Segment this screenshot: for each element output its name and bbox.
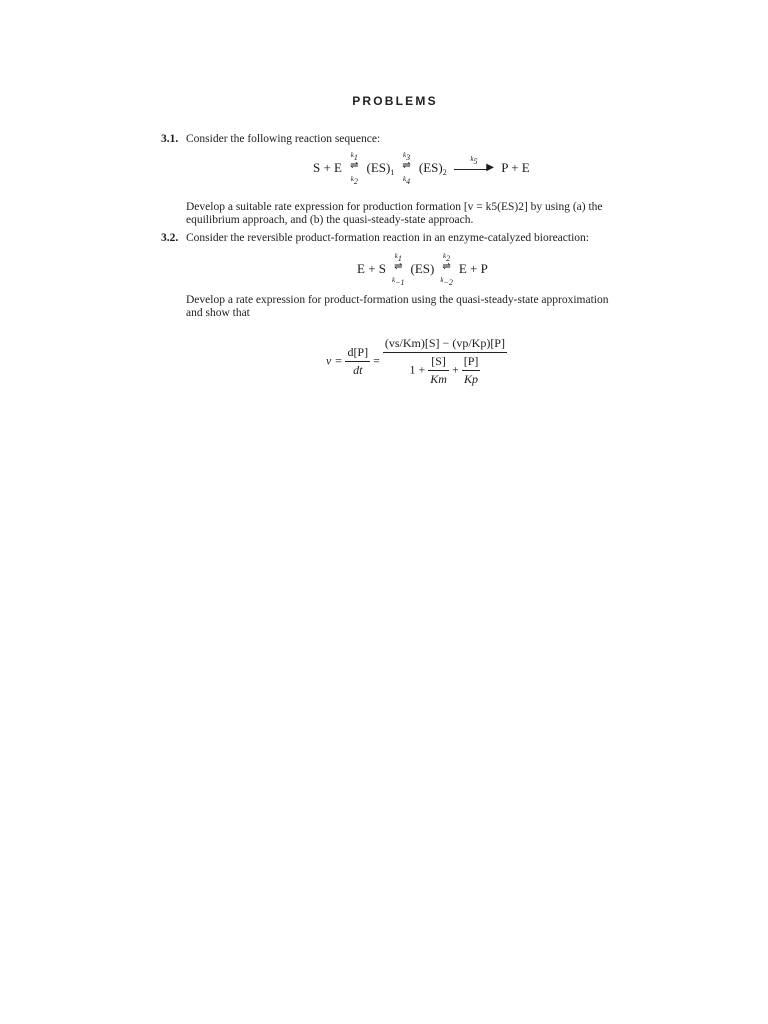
rate-fraction <box>383 336 507 387</box>
rate-numerator: (vs/Km)[S] − (vp/Kp)[P] <box>384 336 505 350</box>
problem-number-3-2: 3.2. <box>161 232 179 244</box>
equilibrium-arrow-3: k1 ⇌ k−1 <box>392 252 405 288</box>
problem-3-1-intro: Consider the following reaction sequence: <box>186 133 381 145</box>
equilibrium-arrow-2: k3 ⇌ k4 <box>402 151 411 187</box>
page-heading: PROBLEMS <box>352 94 438 108</box>
rate-expression-formula <box>326 336 507 387</box>
formula-equals: = <box>373 353 380 368</box>
eq-reactants-2: E + S <box>357 261 387 276</box>
reaction-sequence-equation <box>313 151 530 187</box>
formula-lhs: v = <box>326 353 343 368</box>
eq-complex-2: $(ES)_2$ <box>418 160 447 177</box>
derivative-fraction: $\frac{d[P]}{dt}$ <box>347 345 369 377</box>
forward-arrow: k5 ▶ <box>454 163 494 175</box>
reversible-reaction-equation <box>357 252 488 288</box>
rate-denominator: 1 + $\frac{[S]}{Km}$ + $\frac{[P]}{Kp}$ <box>409 354 479 386</box>
problem-3-2-intro: Consider the reversible product-formation reaction in an enzyme-catalyzed bioreaction: <box>186 232 589 244</box>
problem-number-3-1: 3.1. <box>161 133 179 145</box>
problem-3-1-text-line-1: Develop a suitable rate expression for production formation [v = k5(ES)2] by using (a) the <box>186 201 603 213</box>
eq-complex-1: $(ES)_1$ <box>366 160 395 177</box>
eq-products-2: E + P <box>458 261 488 276</box>
eq-reactants: S + E <box>313 160 343 175</box>
eq-products: P + E <box>501 160 530 175</box>
eq-complex-3: (ES) <box>410 261 435 276</box>
problem-3-2-text-line-1: Develop a rate expression for product-formation using the quasi-steady-state approximation <box>186 294 609 306</box>
problem-3-1-text-line-2: equilibrium approach, and (b) the quasi-steady-state approach. <box>186 214 474 226</box>
problem-3-2-text-line-2: and show that <box>186 307 250 319</box>
equilibrium-arrow-1: k1 ⇌ k2 <box>350 151 359 187</box>
equilibrium-arrow-4: k2 ⇌ k−2 <box>440 252 453 288</box>
